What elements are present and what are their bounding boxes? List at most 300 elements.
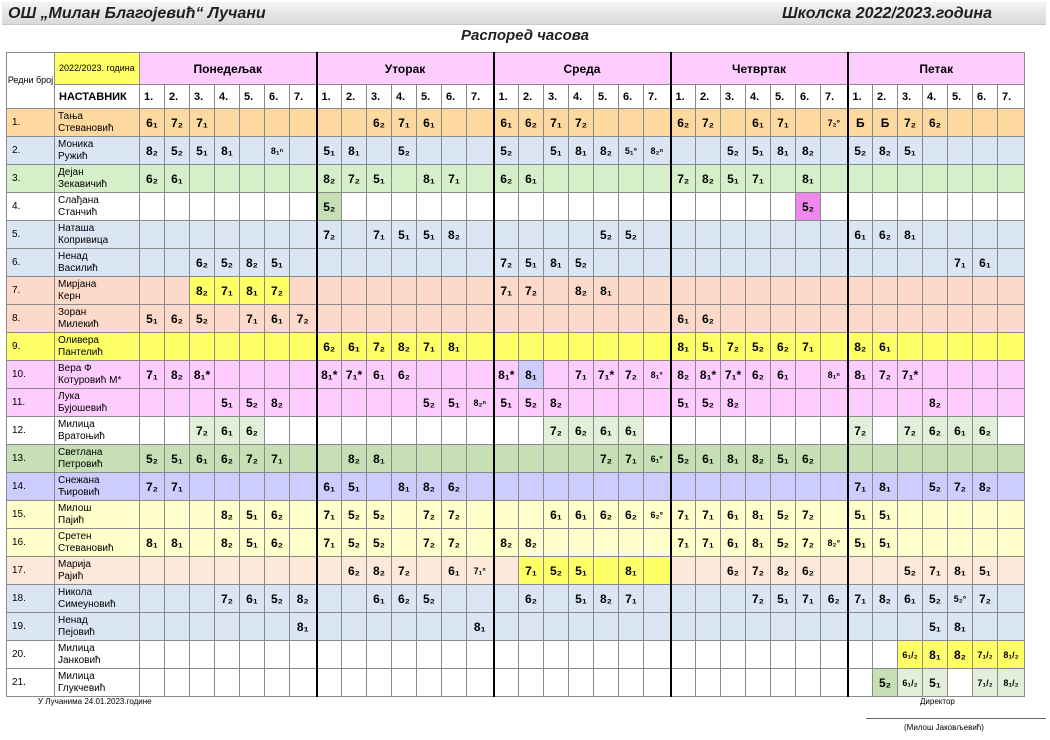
schedule-cell: 5₁ — [771, 585, 796, 613]
director-name: (Милош Јаковљевић) — [904, 723, 984, 732]
schedule-cell — [619, 473, 644, 501]
schedule-cell: 6₂ — [165, 305, 190, 333]
schedule-cell — [796, 221, 821, 249]
teacher-name-line: Копривица — [58, 234, 109, 246]
teacher-name — [55, 361, 140, 389]
schedule-cell: 6₁ — [696, 445, 721, 473]
schedule-cell — [973, 221, 998, 249]
schedule-cell — [467, 333, 494, 361]
schedule-cell: 5₂ — [544, 557, 569, 585]
schedule-cell — [644, 249, 671, 277]
schedule-cell: 7₁ — [190, 109, 215, 137]
schedule-cell: 7₂ — [948, 473, 973, 501]
schedule-cell: 7₁ — [696, 501, 721, 529]
schedule-cell — [494, 641, 519, 669]
schedule-cell: 8₂ — [392, 333, 417, 361]
schedule-cell — [290, 445, 317, 473]
schedule-cell — [494, 557, 519, 585]
schedule-cell: 7₁* — [898, 361, 923, 389]
period-1-7: 7. — [290, 85, 317, 109]
schedule-cell: 7₂ — [317, 221, 342, 249]
schedule-cell — [619, 669, 644, 697]
schedule-cell — [494, 305, 519, 333]
schedule-cell: 6₁/₂ — [898, 641, 923, 669]
schedule-cell — [671, 557, 696, 585]
schedule-cell — [467, 445, 494, 473]
schedule-cell — [442, 445, 467, 473]
schedule-cell — [721, 193, 746, 221]
schedule-cell — [544, 585, 569, 613]
schedule-cell — [494, 613, 519, 641]
period-1-4: 4. — [215, 85, 240, 109]
schedule-cell: 7₁ — [848, 473, 873, 501]
schedule-cell — [165, 557, 190, 585]
schedule-cell — [467, 473, 494, 501]
teacher-name-line: Моника — [58, 138, 94, 150]
schedule-cell — [873, 277, 898, 305]
row-number: 17. — [7, 557, 55, 585]
schedule-cell — [671, 669, 696, 697]
schedule-cell — [392, 193, 417, 221]
teacher-name — [55, 585, 140, 613]
schedule-cell — [240, 641, 265, 669]
schedule-cell — [948, 333, 973, 361]
schedule-cell — [873, 389, 898, 417]
schedule-cell — [569, 473, 594, 501]
schedule-cell — [140, 249, 165, 277]
schedule-cell — [594, 473, 619, 501]
schedule-cell: 6₁ — [367, 361, 392, 389]
schedule-cell: 7₂ — [494, 249, 519, 277]
schedule-cell: 8₂ — [442, 221, 467, 249]
schedule-cell: 5₂ — [619, 221, 644, 249]
schedule-cell — [948, 529, 973, 557]
schedule-cell: 5₂ — [796, 193, 821, 221]
teacher-name — [55, 333, 140, 361]
schedule-cell: 5₂ — [569, 249, 594, 277]
schedule-cell: 8₂ⁿ — [467, 389, 494, 417]
schedule-cell: 7₂ — [290, 305, 317, 333]
schedule-cell — [619, 305, 644, 333]
schedule-cell: 8₁ — [771, 137, 796, 165]
schedule-cell — [848, 613, 873, 641]
schedule-cell — [317, 557, 342, 585]
schedule-cell: 7₂ — [569, 109, 594, 137]
schedule-cell — [696, 473, 721, 501]
school-year-label: 2022/2023. година — [55, 53, 140, 85]
schedule-cell — [342, 193, 367, 221]
schedule-cell — [644, 669, 671, 697]
schedule-cell — [240, 473, 265, 501]
schedule-cell: 8₂ — [873, 137, 898, 165]
schedule-cell — [671, 137, 696, 165]
schedule-cell — [140, 557, 165, 585]
schedule-cell: 8₂ — [265, 389, 290, 417]
schedule-cell — [923, 221, 948, 249]
teacher-name-line: Светлана — [58, 446, 103, 458]
teacher-row — [7, 445, 1025, 473]
schedule-cell — [696, 249, 721, 277]
schedule-cell: 7₁ — [848, 585, 873, 613]
schedule-cell — [165, 585, 190, 613]
schedule-cell: 8₁ — [671, 333, 696, 361]
teacher-row — [7, 389, 1025, 417]
row-number: 13. — [7, 445, 55, 473]
schedule-cell — [721, 473, 746, 501]
schedule-cell — [569, 193, 594, 221]
schedule-cell — [848, 557, 873, 585]
schedule-cell — [317, 613, 342, 641]
schedule-cell — [190, 613, 215, 641]
schedule-cell: 5₁ — [696, 333, 721, 361]
schedule-cell — [771, 613, 796, 641]
schedule-cell — [796, 249, 821, 277]
schedule-cell: 5₂ — [265, 585, 290, 613]
schedule-cell — [342, 277, 367, 305]
schedule-cell — [948, 389, 973, 417]
schedule-cell — [417, 669, 442, 697]
teacher-name — [55, 557, 140, 585]
schedule-cell: 6₁ — [973, 249, 998, 277]
day-header-row — [7, 53, 1025, 85]
schedule-cell — [165, 249, 190, 277]
period-5-4: 4. — [923, 85, 948, 109]
schedule-cell: 6₂ — [923, 417, 948, 445]
schedule-cell — [821, 389, 848, 417]
schedule-cell — [190, 501, 215, 529]
schedule-cell: 7₂ — [240, 445, 265, 473]
schedule-cell — [594, 557, 619, 585]
schedule-cell: 6₂ — [265, 501, 290, 529]
schedule-cell: 6₁° — [644, 445, 671, 473]
schedule-cell — [519, 221, 544, 249]
schedule-cell — [519, 333, 544, 361]
schedule-cell: 5₂ — [165, 137, 190, 165]
schedule-cell: 5₂ — [417, 585, 442, 613]
teacher-name — [55, 613, 140, 641]
schedule-cell: 7₂ — [619, 361, 644, 389]
schedule-cell — [467, 305, 494, 333]
schedule-cell — [165, 277, 190, 305]
schedule-cell — [392, 249, 417, 277]
schedule-cell — [746, 417, 771, 445]
schedule-cell: 5₂ — [771, 529, 796, 557]
teacher-name-line: Василић — [58, 262, 98, 274]
teacher-name-line: Тања — [58, 110, 83, 122]
schedule-cell — [821, 669, 848, 697]
schedule-cell: 6₂ — [442, 473, 467, 501]
schedule-cell: 5₂ — [342, 529, 367, 557]
schedule-cell: 8₂ — [165, 361, 190, 389]
schedule-cell: 7₁ — [417, 333, 442, 361]
schedule-cell: 7₂ — [417, 529, 442, 557]
schedule-cell — [796, 109, 821, 137]
schedule-cell: 7₂ — [342, 165, 367, 193]
schedule-cell: 5₂ — [746, 333, 771, 361]
schedule-cell: 8₁ — [746, 501, 771, 529]
schedule-cell — [215, 221, 240, 249]
schedule-cell — [165, 501, 190, 529]
schedule-cell — [367, 277, 392, 305]
schedule-cell — [746, 613, 771, 641]
schedule-cell: 8₂ — [771, 557, 796, 585]
schedule-cell: 5₂ — [594, 221, 619, 249]
teacher-row — [7, 165, 1025, 193]
schedule-cell — [619, 389, 644, 417]
schedule-cell — [873, 249, 898, 277]
schedule-cell: 7₂ — [796, 501, 821, 529]
schedule-cell — [973, 445, 998, 473]
schedule-cell: 6₂ — [594, 501, 619, 529]
teacher-name-line: Зекавичић — [58, 178, 108, 190]
schedule-cell: 6₂ — [392, 361, 417, 389]
period-5-7: 7. — [998, 85, 1025, 109]
schedule-cell: 5₁ — [240, 529, 265, 557]
schedule-cell — [442, 109, 467, 137]
schedule-cell: 5₁ — [771, 445, 796, 473]
schedule-cell — [923, 249, 948, 277]
schedule-cell — [948, 501, 973, 529]
schedule-cell — [848, 641, 873, 669]
schedule-cell — [771, 193, 796, 221]
schedule-cell — [796, 641, 821, 669]
schedule-cell: 5₁ — [494, 389, 519, 417]
schedule-cell — [544, 305, 569, 333]
schedule-cell: 7₂ — [746, 585, 771, 613]
period-2-3: 3. — [367, 85, 392, 109]
teacher-name-line: Сретен — [58, 530, 92, 542]
schedule-cell: 7₁ — [140, 361, 165, 389]
schedule-cell — [848, 305, 873, 333]
schedule-cell — [265, 165, 290, 193]
schedule-cell: 5₂ — [848, 137, 873, 165]
period-header-row — [7, 85, 1025, 109]
schedule-cell — [771, 221, 796, 249]
schedule-cell — [644, 221, 671, 249]
schedule-cell: 6₂ — [569, 417, 594, 445]
schedule-cell: 6₂ — [923, 109, 948, 137]
schedule-cell — [973, 109, 998, 137]
schedule-cell: 5₁ — [190, 137, 215, 165]
period-5-6: 6. — [973, 85, 998, 109]
teacher-row — [7, 417, 1025, 445]
schedule-cell: 5₁ — [519, 249, 544, 277]
schedule-cell: 6₂ — [873, 221, 898, 249]
schedule-cell — [696, 221, 721, 249]
schedule-cell — [290, 109, 317, 137]
schedule-cell — [948, 193, 973, 221]
schedule-cell — [265, 613, 290, 641]
schedule-cell: 5₂ — [671, 445, 696, 473]
teacher-row — [7, 137, 1025, 165]
schedule-cell — [619, 613, 644, 641]
schedule-cell — [594, 641, 619, 669]
teacher-name-line: Вратоњић — [58, 430, 105, 442]
schedule-table — [6, 52, 1025, 697]
period-1-3: 3. — [190, 85, 215, 109]
schedule-cell: 5₁ — [240, 501, 265, 529]
row-number: 3. — [7, 165, 55, 193]
schedule-cell — [165, 669, 190, 697]
schedule-cell: 6₂ — [721, 557, 746, 585]
schedule-cell: 6₂ — [746, 361, 771, 389]
schedule-cell — [696, 137, 721, 165]
schedule-cell — [190, 641, 215, 669]
schedule-cell — [240, 193, 265, 221]
teacher-name — [55, 137, 140, 165]
period-3-4: 4. — [569, 85, 594, 109]
day-thursday: Четвртак — [671, 53, 848, 85]
schedule-cell — [165, 333, 190, 361]
schedule-cell: 5₁ — [215, 389, 240, 417]
schedule-cell — [898, 193, 923, 221]
schedule-cell: 5₁ — [392, 221, 417, 249]
schedule-cell: 7₂ — [544, 417, 569, 445]
schedule-cell — [998, 417, 1025, 445]
schedule-cell: 5₁ — [265, 249, 290, 277]
teacher-row — [7, 193, 1025, 221]
schedule-cell — [644, 165, 671, 193]
schedule-cell — [392, 445, 417, 473]
schedule-cell: 6₂ — [367, 109, 392, 137]
schedule-cell — [696, 417, 721, 445]
schedule-cell — [721, 417, 746, 445]
schedule-cell — [265, 193, 290, 221]
schedule-cell — [467, 585, 494, 613]
schedule-cell — [140, 641, 165, 669]
schedule-cell: 8₁ — [721, 445, 746, 473]
schedule-cell: 8₂ — [215, 529, 240, 557]
schedule-cell — [644, 277, 671, 305]
schedule-cell: 8₁ — [873, 473, 898, 501]
schedule-cell — [467, 501, 494, 529]
schedule-cell: 5₂ — [696, 389, 721, 417]
schedule-cell — [290, 361, 317, 389]
schedule-cell — [392, 669, 417, 697]
schedule-cell: 8₂ — [721, 389, 746, 417]
schedule-cell — [467, 221, 494, 249]
schedule-cell — [569, 165, 594, 193]
schedule-cell — [746, 669, 771, 697]
teacher-row — [7, 585, 1025, 613]
schedule-cell: 7₂ — [392, 557, 417, 585]
schedule-cell — [619, 109, 644, 137]
schedule-cell: 8₁ — [417, 165, 442, 193]
page-title: Распоред часова — [461, 27, 589, 44]
schedule-cell: 7₁° — [467, 557, 494, 585]
schedule-cell — [696, 613, 721, 641]
schedule-cell — [342, 109, 367, 137]
period-5-5: 5. — [948, 85, 973, 109]
schedule-cell — [771, 277, 796, 305]
schedule-cell — [973, 501, 998, 529]
schedule-cell — [190, 529, 215, 557]
teacher-row — [7, 529, 1025, 557]
schedule-cell: 8₂ — [569, 277, 594, 305]
schedule-cell — [165, 389, 190, 417]
schedule-cell: 6₁ — [519, 165, 544, 193]
teacher-name-line: Глукчевић — [58, 682, 106, 694]
schedule-cell — [948, 137, 973, 165]
schedule-cell: 8₂ — [290, 585, 317, 613]
schedule-cell — [721, 221, 746, 249]
schedule-cell: 8₂ — [367, 557, 392, 585]
schedule-cell — [746, 277, 771, 305]
teacher-name — [55, 305, 140, 333]
schedule-cell — [821, 501, 848, 529]
schedule-cell — [519, 501, 544, 529]
schedule-cell — [544, 165, 569, 193]
schedule-cell — [873, 613, 898, 641]
teacher-row — [7, 249, 1025, 277]
schedule-cell: 5₂ — [771, 501, 796, 529]
teacher-row — [7, 501, 1025, 529]
schedule-cell: 7₂ — [215, 585, 240, 613]
schedule-cell — [821, 557, 848, 585]
schedule-cell — [519, 445, 544, 473]
schedule-cell — [796, 669, 821, 697]
schedule-cell: 7₂ — [519, 277, 544, 305]
schedule-cell — [998, 333, 1025, 361]
schedule-cell — [417, 613, 442, 641]
schedule-cell — [442, 417, 467, 445]
schedule-cell — [367, 137, 392, 165]
schedule-cell — [898, 333, 923, 361]
schedule-cell: 8₂ — [417, 473, 442, 501]
schedule-cell — [671, 277, 696, 305]
teacher-name-line: Ненад — [58, 250, 88, 262]
schedule-cell — [796, 473, 821, 501]
schedule-cell — [594, 613, 619, 641]
schedule-cell — [215, 473, 240, 501]
teacher-name-line: Рајић — [58, 570, 84, 582]
schedule-cell: 6₂ — [821, 585, 848, 613]
schedule-cell: 6₂ — [796, 557, 821, 585]
schedule-cell — [594, 249, 619, 277]
schedule-cell — [417, 641, 442, 669]
schedule-cell — [848, 193, 873, 221]
schedule-cell — [215, 305, 240, 333]
schedule-cell: 7₁ — [619, 585, 644, 613]
schedule-cell — [973, 277, 998, 305]
period-4-6: 6. — [796, 85, 821, 109]
teacher-name — [55, 417, 140, 445]
schedule-cell — [821, 221, 848, 249]
schedule-cell: 8₁ — [442, 333, 467, 361]
schedule-cell — [190, 333, 215, 361]
schedule-cell — [873, 417, 898, 445]
schedule-cell — [265, 473, 290, 501]
schedule-cell: 7₁ — [671, 529, 696, 557]
schedule-cell: 6₂ — [190, 249, 215, 277]
teacher-row — [7, 669, 1025, 697]
schedule-cell — [215, 193, 240, 221]
schedule-cell — [973, 389, 998, 417]
schedule-cell — [771, 249, 796, 277]
schedule-cell — [998, 473, 1025, 501]
schedule-cell — [544, 669, 569, 697]
schedule-cell: 6₁ — [721, 501, 746, 529]
schedule-cell — [873, 165, 898, 193]
schedule-cell: 7₁* — [342, 361, 367, 389]
teacher-name — [55, 669, 140, 697]
schedule-cell — [821, 165, 848, 193]
schedule-cell — [873, 193, 898, 221]
schedule-cell — [265, 641, 290, 669]
schedule-cell: 8₁ — [240, 277, 265, 305]
schedule-cell — [721, 669, 746, 697]
schedule-cell — [140, 585, 165, 613]
